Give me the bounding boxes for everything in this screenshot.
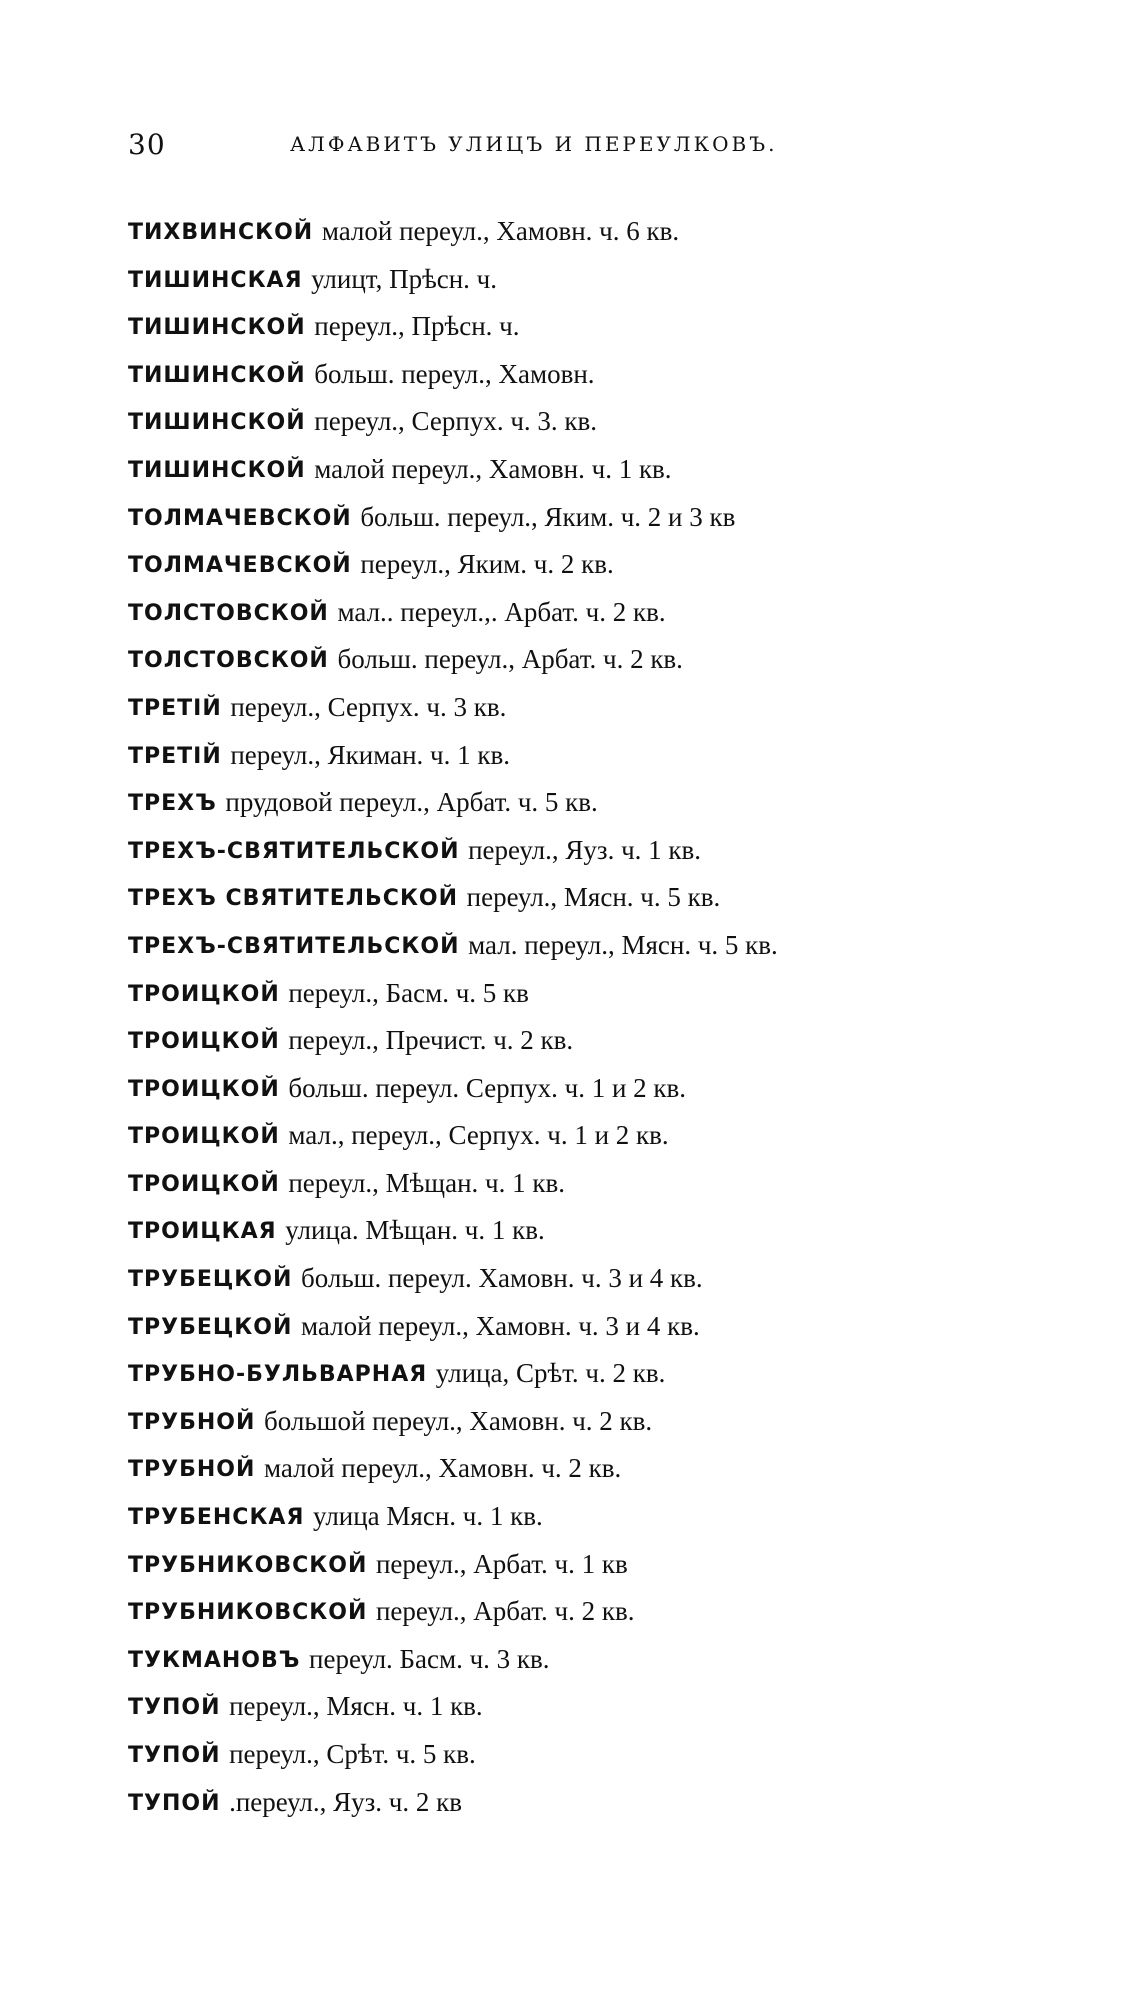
page-number: 30	[128, 128, 166, 161]
entry-details: больш. переул. Хамовн. ч. 3 и 4 кв.	[301, 1263, 703, 1294]
page-header-title: АЛФАВИТЪ УЛИЦЪ И ПЕРЕУЛКОВЪ.	[290, 132, 778, 156]
entry-headword: ТУПОЙ	[128, 1695, 221, 1721]
index-entry	[128, 1541, 1028, 1589]
entry-details: больш. переул., Арбат. ч. 2 кв.	[337, 644, 683, 675]
entry-headword: ТРУБНОЙ	[128, 1457, 256, 1483]
index-entry	[128, 303, 1028, 351]
entry-headword: ТИШИНСКОЙ	[128, 315, 306, 341]
entry-details: .переул., Яуз. ч. 2 кв	[229, 1786, 462, 1817]
entry-details: переул., Прѣсн. ч.	[314, 311, 520, 342]
entry-headword: ТРУБНИКОВСКОЙ	[128, 1600, 368, 1626]
index-entry	[128, 827, 1028, 875]
entry-headword: ТРЕХЪ-СВЯТИТЕЛЬСКОЙ	[128, 838, 460, 864]
entry-details: переул., Басм. ч. 5 кв	[288, 977, 529, 1008]
entry-details: переул., Срѣт. ч. 5 кв.	[229, 1739, 476, 1769]
entry-details: улица. Мѣщан. ч. 1 кв.	[285, 1215, 545, 1246]
entry-headword: ТОЛМАЧЕВСКОЙ	[128, 505, 352, 531]
entry-headword: ТРУБНОЙ	[128, 1409, 256, 1435]
index-entry	[128, 636, 1028, 684]
entry-headword: ТРУБЕЦКОЙ	[128, 1267, 293, 1293]
entry-headword: ТРОИЦКОЙ	[128, 1171, 280, 1197]
entry-details: улицт, Прѣсн. ч.	[311, 263, 497, 294]
index-entry	[128, 874, 1028, 922]
entry-headword: ТРУБЕНСКАЯ	[128, 1505, 305, 1531]
index-entry	[128, 1207, 1028, 1255]
index-entry	[128, 351, 1028, 399]
entry-details: мал., переул., Серпух. ч. 1 и 2 кв.	[288, 1120, 669, 1151]
running-head	[120, 128, 840, 168]
entry-headword: ТРЕХЪ	[128, 791, 217, 817]
index-entry	[128, 1350, 1028, 1398]
entry-headword: ТРОИЦКАЯ	[128, 1219, 277, 1245]
index-entry	[128, 1445, 1028, 1493]
entry-headword: ТИШИНСКАЯ	[128, 267, 303, 293]
entry-details: переул., Арбат. ч. 2 кв.	[375, 1596, 635, 1627]
index-entry	[128, 970, 1028, 1018]
entry-headword: ТРУБНИКОВСКОЙ	[128, 1552, 368, 1578]
index-entry	[128, 541, 1028, 589]
entry-headword: ТОЛСТОВСКОЙ	[128, 600, 329, 626]
entry-details: улица Мясн. ч. 1 кв.	[313, 1501, 543, 1532]
index-entry	[128, 922, 1028, 970]
entry-details: переул., Якиман. ч. 1 кв.	[230, 739, 510, 770]
index-entry	[128, 1683, 1028, 1731]
entry-details: переул., Яким. ч. 2 кв.	[360, 549, 614, 580]
index-entry	[128, 684, 1028, 732]
entry-headword: ТОЛМАЧЕВСКОЙ	[128, 553, 352, 579]
entry-details: переул., Мясн. ч. 1 кв.	[229, 1691, 483, 1722]
index-entry	[128, 494, 1028, 542]
index-entry	[128, 1731, 1028, 1779]
entry-details: больш. переул., Хамовн.	[314, 358, 595, 389]
entry-details: мал.. переул.,. Арбат. ч. 2 кв.	[337, 596, 666, 627]
entry-headword: ТИШИНСКОЙ	[128, 410, 306, 436]
entry-details: переул., Арбат. ч. 1 кв	[375, 1548, 628, 1579]
entry-details: больш. переул., Яким. ч. 2 и 3 кв	[360, 501, 736, 532]
entry-headword: ТРУБНО-БУЛЬВАРНАЯ	[128, 1362, 428, 1388]
entry-headword: ТРОИЦКОЙ	[128, 1076, 280, 1102]
entry-details: переул., Мѣщан. ч. 1 кв.	[288, 1167, 565, 1198]
entry-details: малой переул., Хамовн. ч. 2 кв.	[263, 1453, 622, 1484]
entry-headword: ТРОИЦКОЙ	[128, 1124, 280, 1150]
entry-details: больш. переул. Серпух. ч. 1 и 2 кв.	[288, 1072, 687, 1103]
entry-headword: ТУПОЙ	[128, 1743, 221, 1768]
index-entry	[128, 1398, 1028, 1446]
entry-details: малой переул., Хамовн. ч. 6 кв.	[321, 216, 680, 246]
entry-headword: ТРЕХЪ СВЯТИТЕЛЬСКОЙ	[128, 886, 459, 912]
entry-headword: ТОЛСТОВСКОЙ	[128, 648, 329, 674]
entry-details: малой переул., Хамовн. ч. 1 кв.	[314, 453, 672, 484]
index-entry	[128, 256, 1028, 304]
entry-headword: ТИХВИНСКОЙ	[128, 220, 314, 245]
index-entry	[128, 1255, 1028, 1303]
index-entry	[128, 1493, 1028, 1541]
entry-headword: ТРУБЕЦКОЙ	[128, 1314, 293, 1340]
entry-details: переул. Басм. ч. 3 кв.	[309, 1643, 550, 1674]
entry-headword: ТУКМАНОВЪ	[128, 1647, 301, 1673]
entry-headword: ТИШИНСКОЙ	[128, 362, 306, 388]
entry-details: большой переул., Хамовн. ч. 2 кв.	[263, 1405, 653, 1436]
index-entry	[128, 589, 1028, 637]
index-entry	[128, 208, 1028, 256]
entry-details: переул., Яуз. ч. 1 кв.	[468, 834, 702, 865]
index-entry	[128, 398, 1028, 446]
index-entry	[128, 446, 1028, 494]
entry-headword: ТУПОЙ	[128, 1790, 221, 1816]
index-entry	[128, 1636, 1028, 1684]
entry-details: мал. переул., Мясн. ч. 5 кв.	[468, 929, 778, 960]
entry-details: прудовой переул., Арбат. ч. 5 кв.	[225, 787, 598, 818]
index-entry	[128, 779, 1028, 827]
entry-headword: ТРОИЦКОЙ	[128, 1029, 280, 1055]
entry-details: переул., Серпух. ч. 3. кв.	[314, 406, 598, 437]
index-entry	[128, 732, 1028, 780]
entry-details: улица, Срѣт. ч. 2 кв.	[435, 1358, 666, 1389]
entry-headword: ТРЕТІЙ	[128, 743, 222, 769]
index-entry	[128, 1779, 1028, 1827]
index-entry	[128, 1065, 1028, 1113]
street-index-list	[128, 208, 1028, 1826]
index-entry	[128, 1112, 1028, 1160]
index-entry	[128, 1303, 1028, 1351]
index-entry	[128, 1160, 1028, 1208]
entry-details: переул., Пречист. ч. 2 кв.	[288, 1025, 574, 1056]
entry-headword: ТРОИЦКОЙ	[128, 981, 280, 1007]
entry-details: переул., Серпух. ч. 3 кв.	[230, 691, 507, 722]
entry-headword: ТРЕХЪ-СВЯТИТЕЛЬСКОЙ	[128, 933, 460, 959]
entry-details: малой переул., Хамовн. ч. 3 и 4 кв.	[301, 1310, 700, 1341]
entry-details: переул., Мясн. ч. 5 кв.	[466, 882, 721, 913]
index-entry	[128, 1588, 1028, 1636]
index-entry	[128, 1017, 1028, 1065]
entry-headword: ТИШИНСКОЙ	[128, 457, 306, 483]
entry-headword: ТРЕТІЙ	[128, 695, 222, 721]
